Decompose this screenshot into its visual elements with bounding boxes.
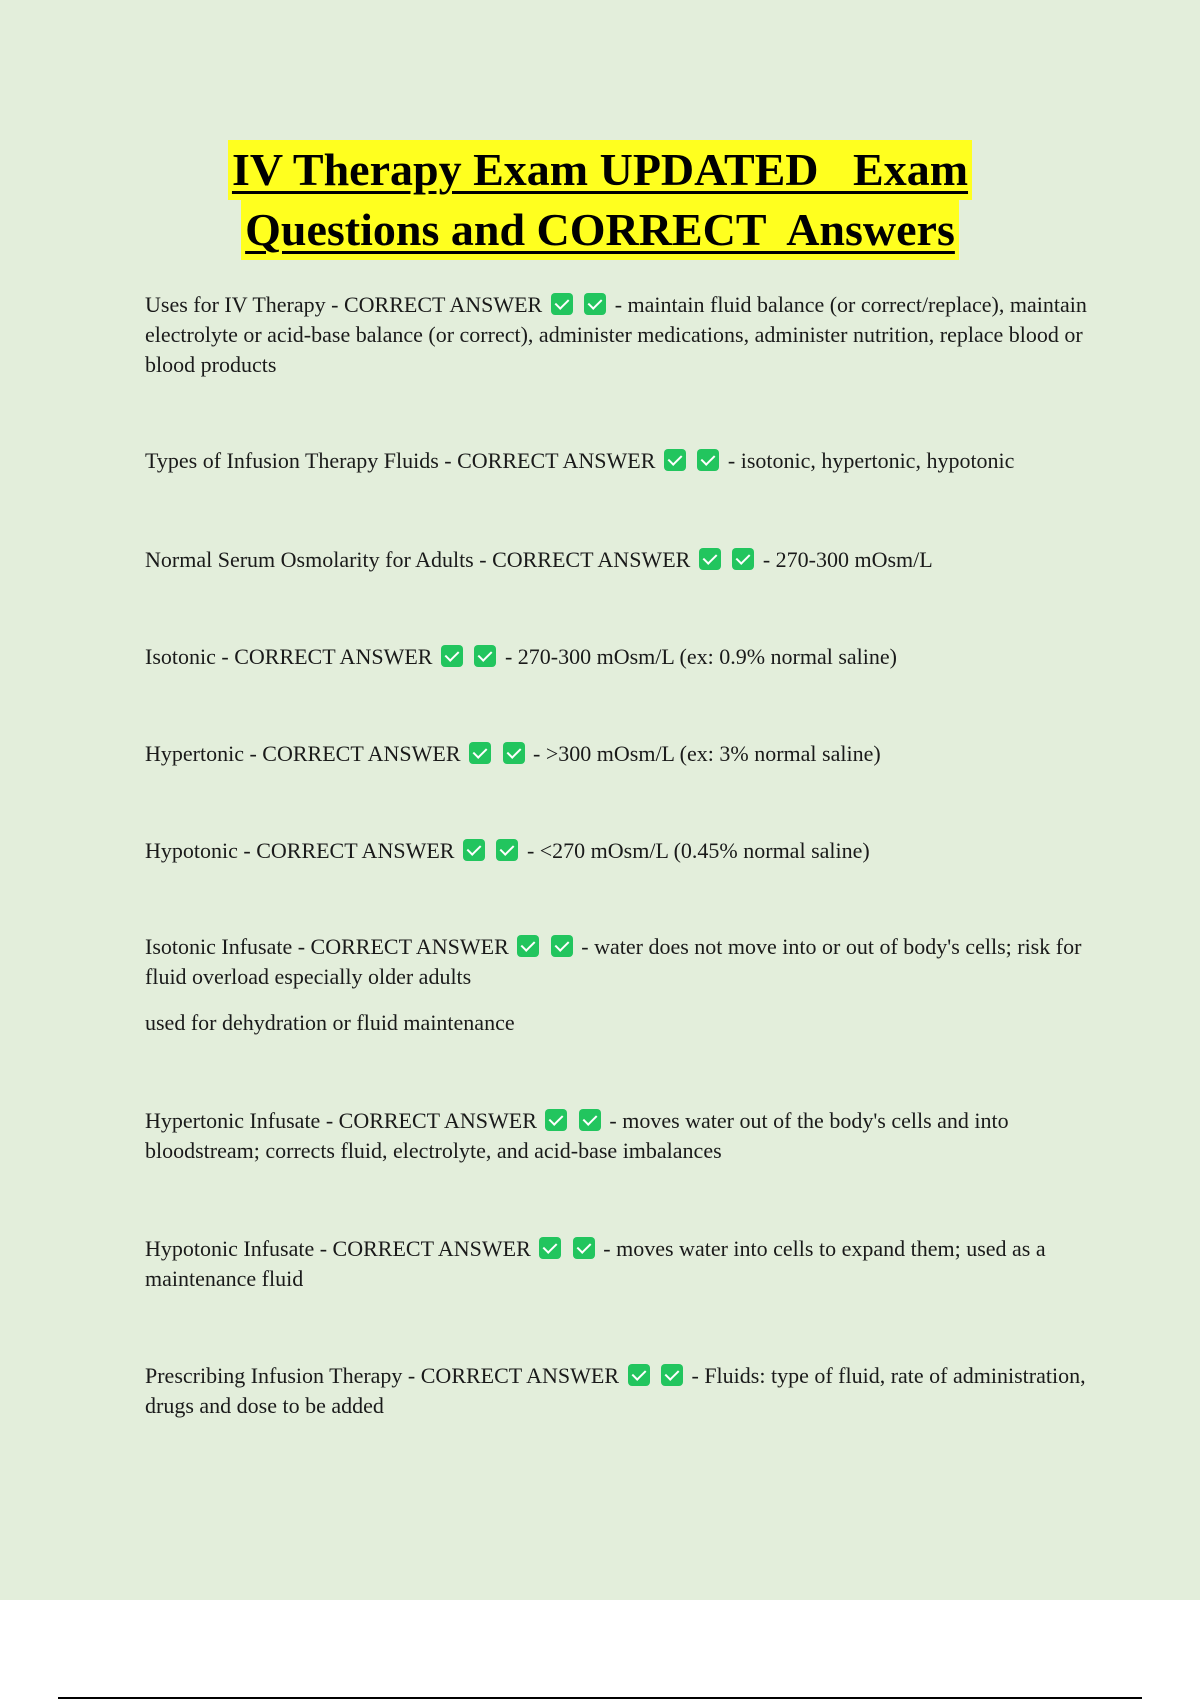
- qa-question: Hypotonic - CORRECT ANSWER: [145, 838, 455, 863]
- qa-answer: - moves water out of the body's cells and into bloodstream; corrects fluid, electrolyte, and acid-base imbalances: [145, 1108, 1009, 1163]
- check-icon: [699, 548, 721, 570]
- qa-item-types-of-infusion-fluids: [145, 446, 1095, 476]
- qa-item-isotonic-infusate: [145, 932, 1095, 1038]
- check-icon: [551, 935, 573, 957]
- qa-question: Isotonic - CORRECT ANSWER: [145, 644, 433, 669]
- qa-question: Prescribing Infusion Therapy - CORRECT ANSWER: [145, 1363, 619, 1388]
- qa-item-uses-for-iv-therapy: [145, 290, 1095, 380]
- qa-answer: - water does not move into or out of body's cells; risk for fluid overload especially older adults: [145, 934, 1082, 989]
- title-line-1: IV Therapy Exam UPDATED Exam: [228, 140, 972, 200]
- qa-answer: - maintain fluid balance (or correct/replace), maintain electrolyte or acid-base balance (or correct), administer medications, administer nutrition, replace blood or blood products: [145, 292, 1087, 377]
- qa-question: Normal Serum Osmolarity for Adults - CORRECT ANSWER: [145, 547, 691, 572]
- check-icon: [517, 935, 539, 957]
- check-icon: [474, 645, 496, 667]
- qa-answer: - moves water into cells to expand them; used as a maintenance fluid: [145, 1236, 1046, 1291]
- qa-item-hypertonic: [145, 739, 1095, 769]
- check-icon: [503, 742, 525, 764]
- qa-answer: - isotonic, hypertonic, hypotonic: [727, 448, 1015, 473]
- check-icon: [469, 742, 491, 764]
- check-icon: [539, 1237, 561, 1259]
- check-icon: [628, 1364, 650, 1386]
- qa-answer: - >300 mOsm/L (ex: 3% normal saline): [533, 741, 881, 766]
- qa-question: Hypertonic Infusate - CORRECT ANSWER: [145, 1108, 537, 1133]
- check-icon: [463, 839, 485, 861]
- qa-answer: - 270-300 mOsm/L (ex: 0.9% normal saline): [504, 644, 897, 669]
- check-icon: [664, 449, 686, 471]
- qa-item-hypertonic-infusate: [145, 1106, 1095, 1166]
- check-icon: [661, 1364, 683, 1386]
- document-title: [0, 140, 1200, 260]
- check-icon: [551, 293, 573, 315]
- check-icon: [579, 1109, 601, 1131]
- check-icon: [697, 449, 719, 471]
- qa-answer: - 270-300 mOsm/L: [762, 547, 933, 572]
- qa-extra-note: used for dehydration or fluid maintenance: [145, 1010, 515, 1035]
- footer-divider: [58, 1697, 1142, 1699]
- check-icon: [573, 1237, 595, 1259]
- qa-question: Uses for IV Therapy - CORRECT ANSWER: [145, 292, 543, 317]
- qa-item-isotonic: [145, 642, 1095, 672]
- qa-answer: - <270 mOsm/L (0.45% normal saline): [526, 838, 870, 863]
- qa-question: Hypertonic - CORRECT ANSWER: [145, 741, 461, 766]
- check-icon: [732, 548, 754, 570]
- check-icon: [496, 839, 518, 861]
- qa-question: Hypotonic Infusate - CORRECT ANSWER: [145, 1236, 531, 1261]
- qa-item-normal-serum-osmolarity: [145, 545, 1095, 575]
- qa-item-hypotonic: [145, 836, 1095, 866]
- qa-answer: - Fluids: type of fluid, rate of administration, drugs and dose to be added: [145, 1363, 1086, 1418]
- qa-item-hypotonic-infusate: [145, 1234, 1095, 1294]
- check-icon: [545, 1109, 567, 1131]
- qa-question: Isotonic Infusate - CORRECT ANSWER: [145, 934, 509, 959]
- check-icon: [584, 293, 606, 315]
- check-icon: [441, 645, 463, 667]
- title-line-2: Questions and CORRECT Answers: [241, 200, 959, 260]
- qa-item-prescribing-infusion-therapy: [145, 1361, 1095, 1421]
- qa-question: Types of Infusion Therapy Fluids - CORRECT ANSWER: [145, 448, 656, 473]
